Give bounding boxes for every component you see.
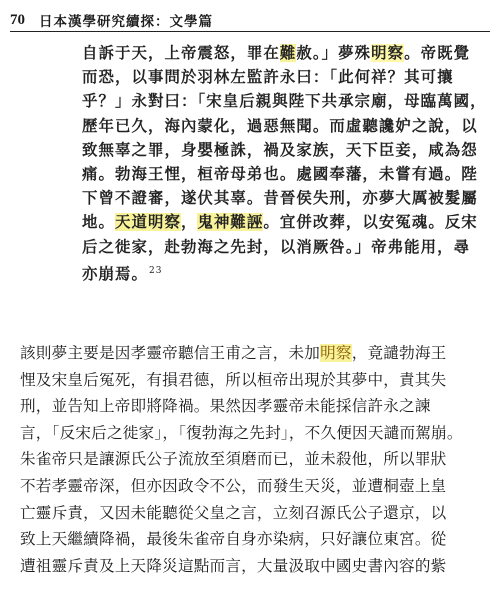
text-run: 刑，並告知上帝即將降禍。果然因孝靈帝未能採信許永之諫: [20, 397, 431, 416]
text-run: 不若孝靈帝深，但亦因政令不公，而發生天災，並遭桐壺上皇: [20, 476, 447, 495]
text-run: 朱雀帝只是讓源氏公子流放至須磨而已，並未殺他，所以罪狀: [20, 450, 447, 469]
quote-line: [82, 259, 486, 283]
quote-line: [82, 89, 486, 113]
highlighted-text: 明察: [371, 44, 405, 62]
text-run: 悝及宋皇后冤死，有損君德，所以桓帝出現於其夢中，責其失: [20, 370, 447, 389]
body-line: [20, 367, 490, 394]
footnote-marker: 23: [148, 265, 163, 276]
text-run: 乎？」永對曰：「宋皇后親與陛下共承宗廟，母臨萬國，: [82, 92, 487, 111]
quote-line: [82, 186, 486, 210]
running-title: 日本漢學研究續探：文學篇: [39, 14, 213, 30]
highlighted-text: 鬼神難誣: [197, 213, 264, 232]
text-run: 自訴于天，上帝震怒，罪在: [82, 44, 280, 62]
body-line: [20, 526, 490, 553]
block-quote: [82, 41, 486, 283]
body-line: [20, 500, 490, 527]
quote-line: [82, 65, 486, 89]
text-run: 赦。」夢殊: [296, 44, 372, 62]
text-run: ，: [180, 213, 198, 232]
text-run: 。宜併改葬，以安冤魂。反宋: [263, 213, 478, 232]
text-run: 致上天繼續降禍，最後朱雀帝自身亦染病，只好讓位東宮。從: [20, 530, 447, 549]
text-run: 亦崩焉。: [82, 264, 148, 283]
quote-line: [82, 162, 486, 186]
page-header: [10, 8, 490, 32]
text-run: 痛。勃海王悝，桓帝母弟也。處國奉藩，未嘗有過。陛: [82, 164, 478, 183]
quote-line: [82, 41, 486, 65]
text-run: 亡靈斥責，又因未能聽從父皇之言，立刻召源氏公子還京，以: [20, 503, 447, 522]
text-run: 歷年已久，海內蒙化，過惡無聞。而虛聽讒妒之說，以: [82, 116, 478, 135]
body-line: [20, 473, 490, 500]
quote-line: [82, 114, 486, 138]
quote-line: [82, 210, 486, 234]
text-run: 而恐，以事問於羽林左監許永曰：「此何祥？其可攘: [82, 68, 454, 87]
text-run: 后之徙家，赴勃海之先封，以消厥咎。」帝弗能用，尋: [82, 237, 471, 256]
quote-line: [82, 138, 486, 162]
body-paragraph: [20, 340, 490, 579]
text-run: ，竟譴勃海王: [351, 344, 447, 362]
text-run: 致無辜之罪，身嬰極誅，禍及家族，天下臣妾，咸為怨: [82, 140, 478, 159]
text-run: 下曾不證審，遂伏其辜。昔晉侯失刑，亦夢大厲被髮屬: [82, 189, 478, 208]
body-line: [20, 393, 490, 420]
highlighted-text: 天道明察: [114, 213, 181, 232]
body-line: [20, 420, 490, 447]
body-line: [20, 340, 490, 367]
highlighted-text: 難: [279, 44, 297, 62]
body-line: [20, 446, 490, 473]
text-run: 地。: [82, 213, 115, 232]
text-run: 。帝既覺: [404, 44, 471, 62]
highlighted-text: 明察: [320, 344, 352, 362]
quote-line: [82, 235, 486, 259]
page-number: 70: [10, 11, 25, 28]
header-rule: [10, 31, 490, 32]
text-run: 該則夢主要是因孝靈帝聽信王甫之言，未加: [20, 344, 321, 362]
body-line: [20, 553, 490, 580]
text-run: 遭祖靈斥責及上天降災這點而言，大量汲取中國史書內容的紫: [20, 556, 447, 575]
text-run: 言，「反宋后之徙家」，「復勃海之先封」，不久便因天譴而駕崩。: [20, 423, 463, 442]
